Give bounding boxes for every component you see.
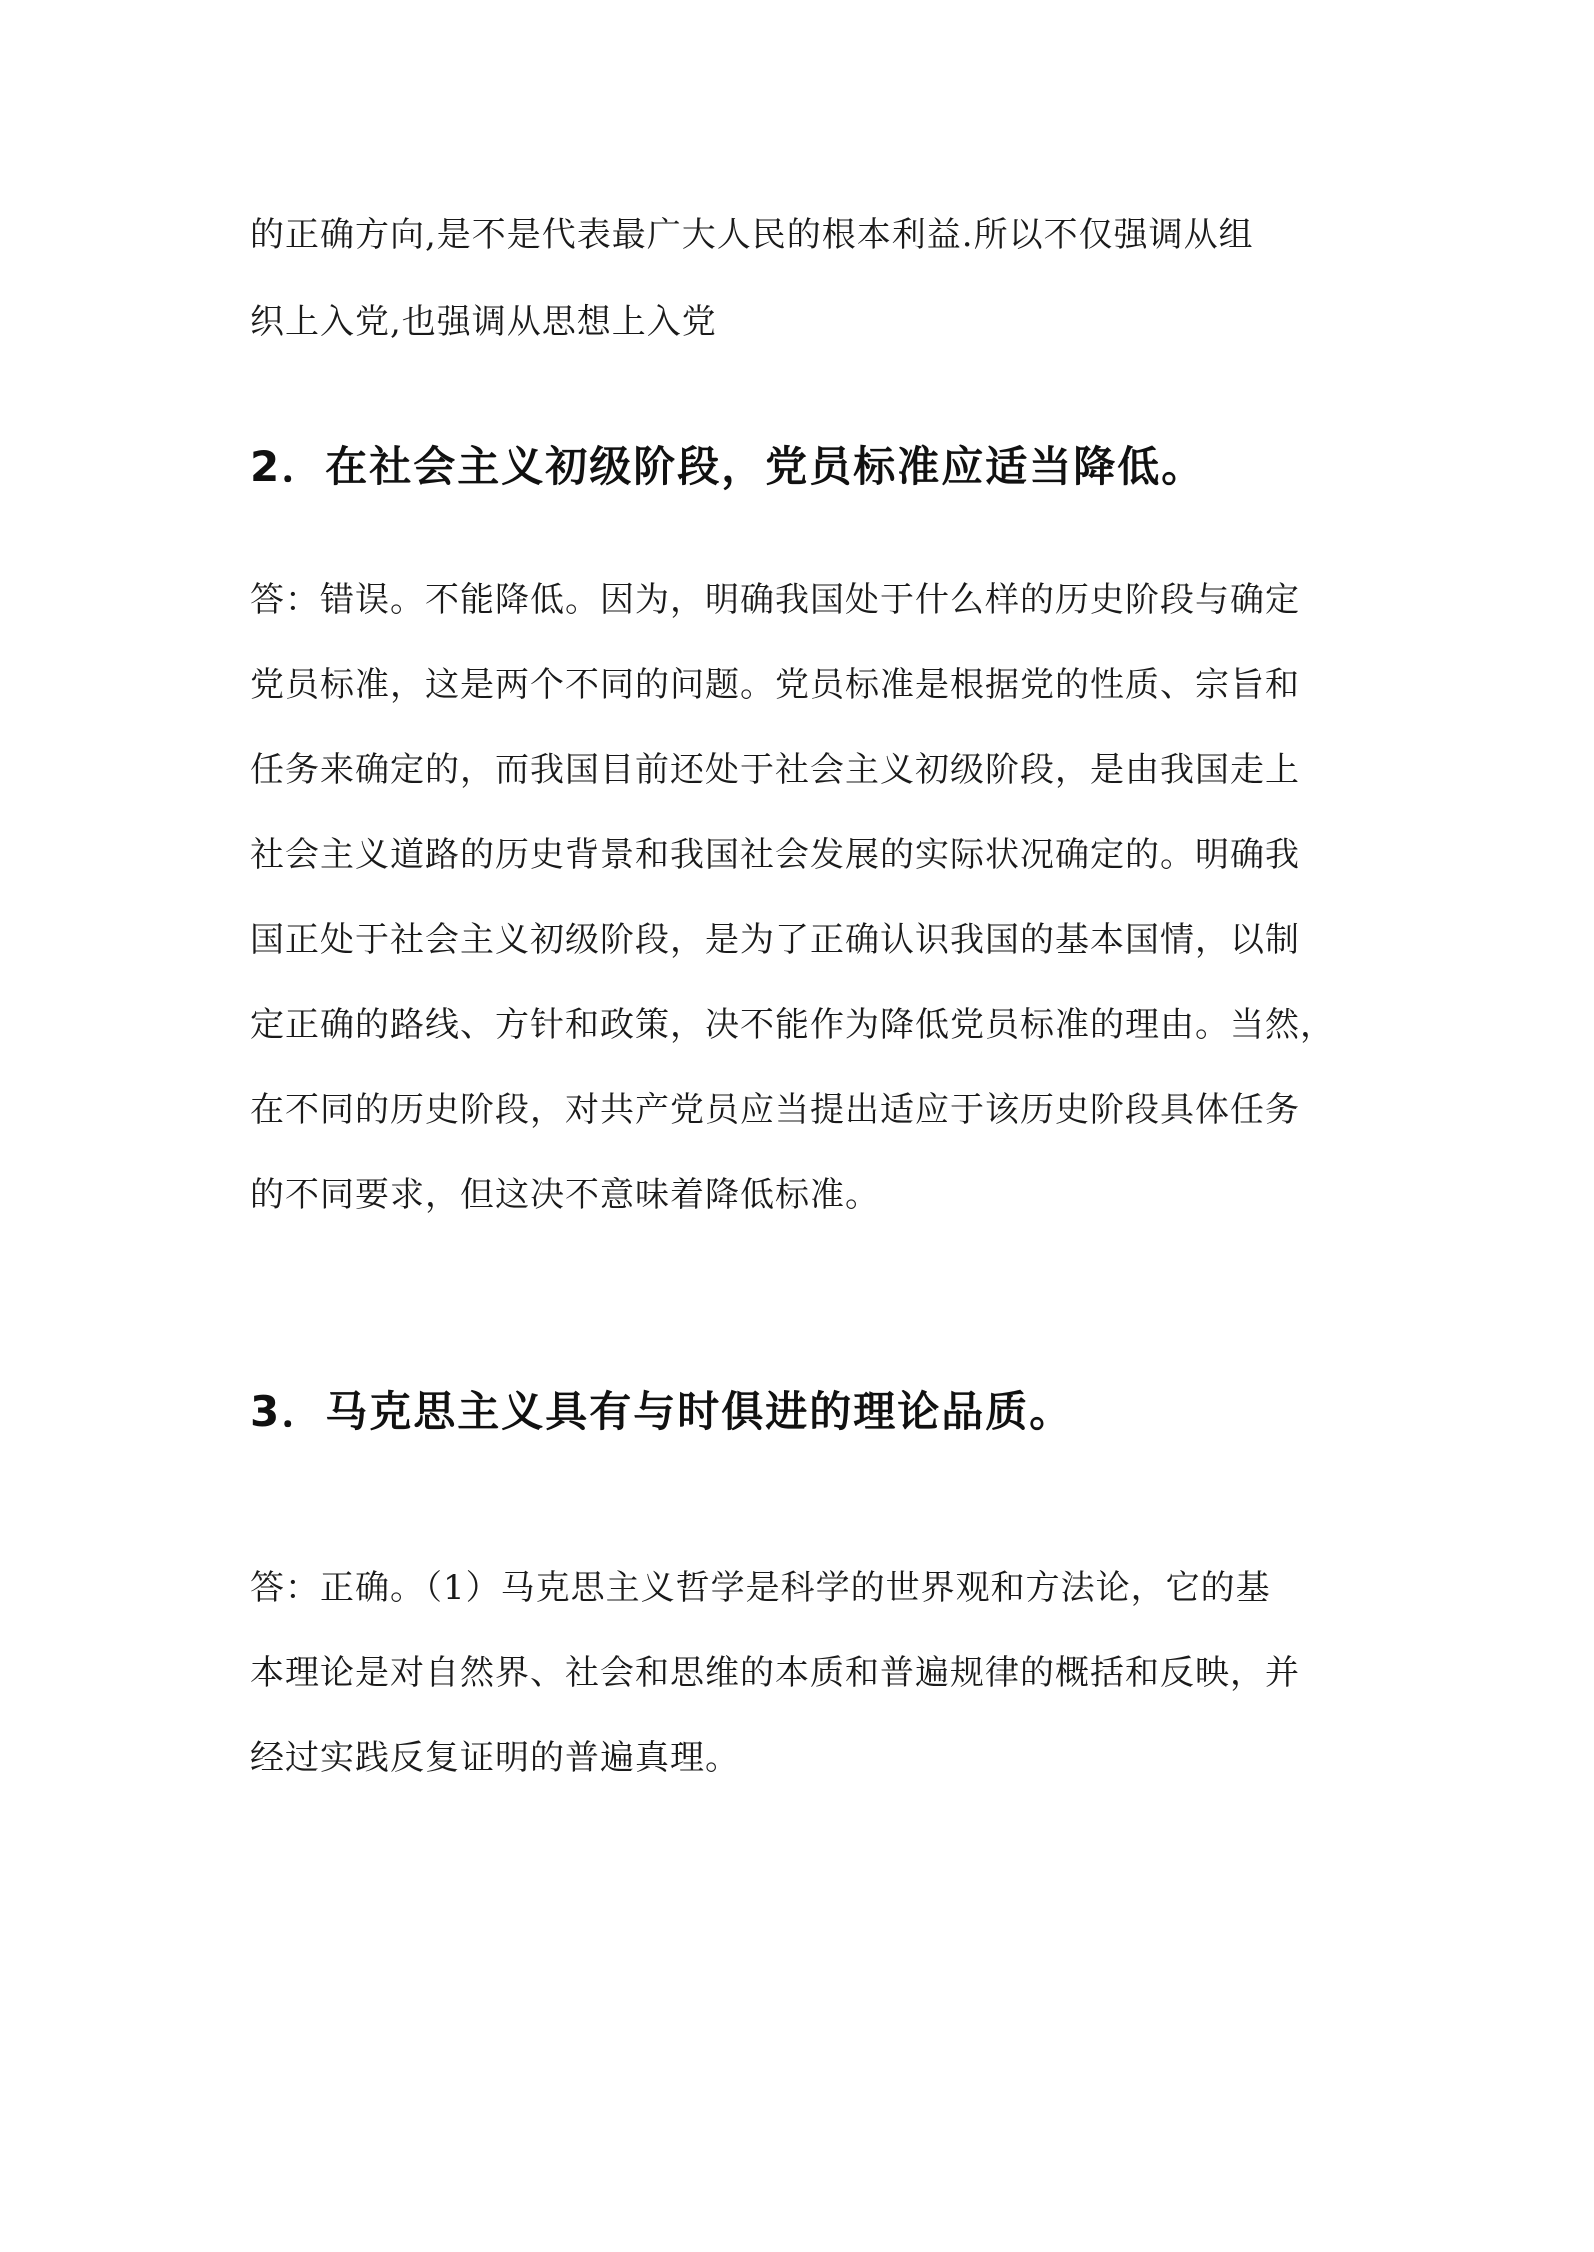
question-3-heading: 3．马克思主义具有与时俱进的理论品质。 [250, 1387, 1074, 1436]
answer-2-line-6: 定正确的路线、方针和政策，决不能作为降低党员标准的理由。当然， [250, 1005, 1335, 1045]
answer-2-line-2: 党员标准，这是两个不同的问题。党员标准是根据党的性质、宗旨和 [250, 665, 1300, 705]
answer-2-line-1: 答：错误。不能降低。因为，明确我国处于什么样的历史阶段与确定 [250, 580, 1300, 620]
question-2-heading: 2．在社会主义初级阶段，党员标准应适当降低。 [250, 442, 1206, 491]
answer-2-line-5: 国正处于社会主义初级阶段，是为了正确认识我国的基本国情，以制 [250, 920, 1300, 960]
answer-3-line-2: 本理论是对自然界、社会和思维的本质和普遍规律的概括和反映，并 [250, 1653, 1300, 1693]
answer-3-line-3: 经过实践反复证明的普遍真理。 [250, 1738, 740, 1778]
answer-2-line-7: 在不同的历史阶段，对共产党员应当提出适应于该历史阶段具体任务 [250, 1090, 1300, 1130]
answer-2-line-3: 任务来确定的，而我国目前还处于社会主义初级阶段，是由我国走上 [250, 750, 1300, 790]
intro-line-2: 织上入党,也强调从思想上入党 [250, 302, 717, 342]
intro-line-1: 的正确方向,是不是代表最广大人民的根本利益.所以不仅强调从组 [250, 215, 1254, 255]
answer-3-line-1: 答：正确。（1）马克思主义哲学是科学的世界观和方法论，它的基 [250, 1568, 1271, 1608]
answer-2-line-8: 的不同要求，但这决不意味着降低标准。 [250, 1175, 880, 1215]
answer-2-line-4: 社会主义道路的历史背景和我国社会发展的实际状况确定的。明确我 [250, 835, 1300, 875]
